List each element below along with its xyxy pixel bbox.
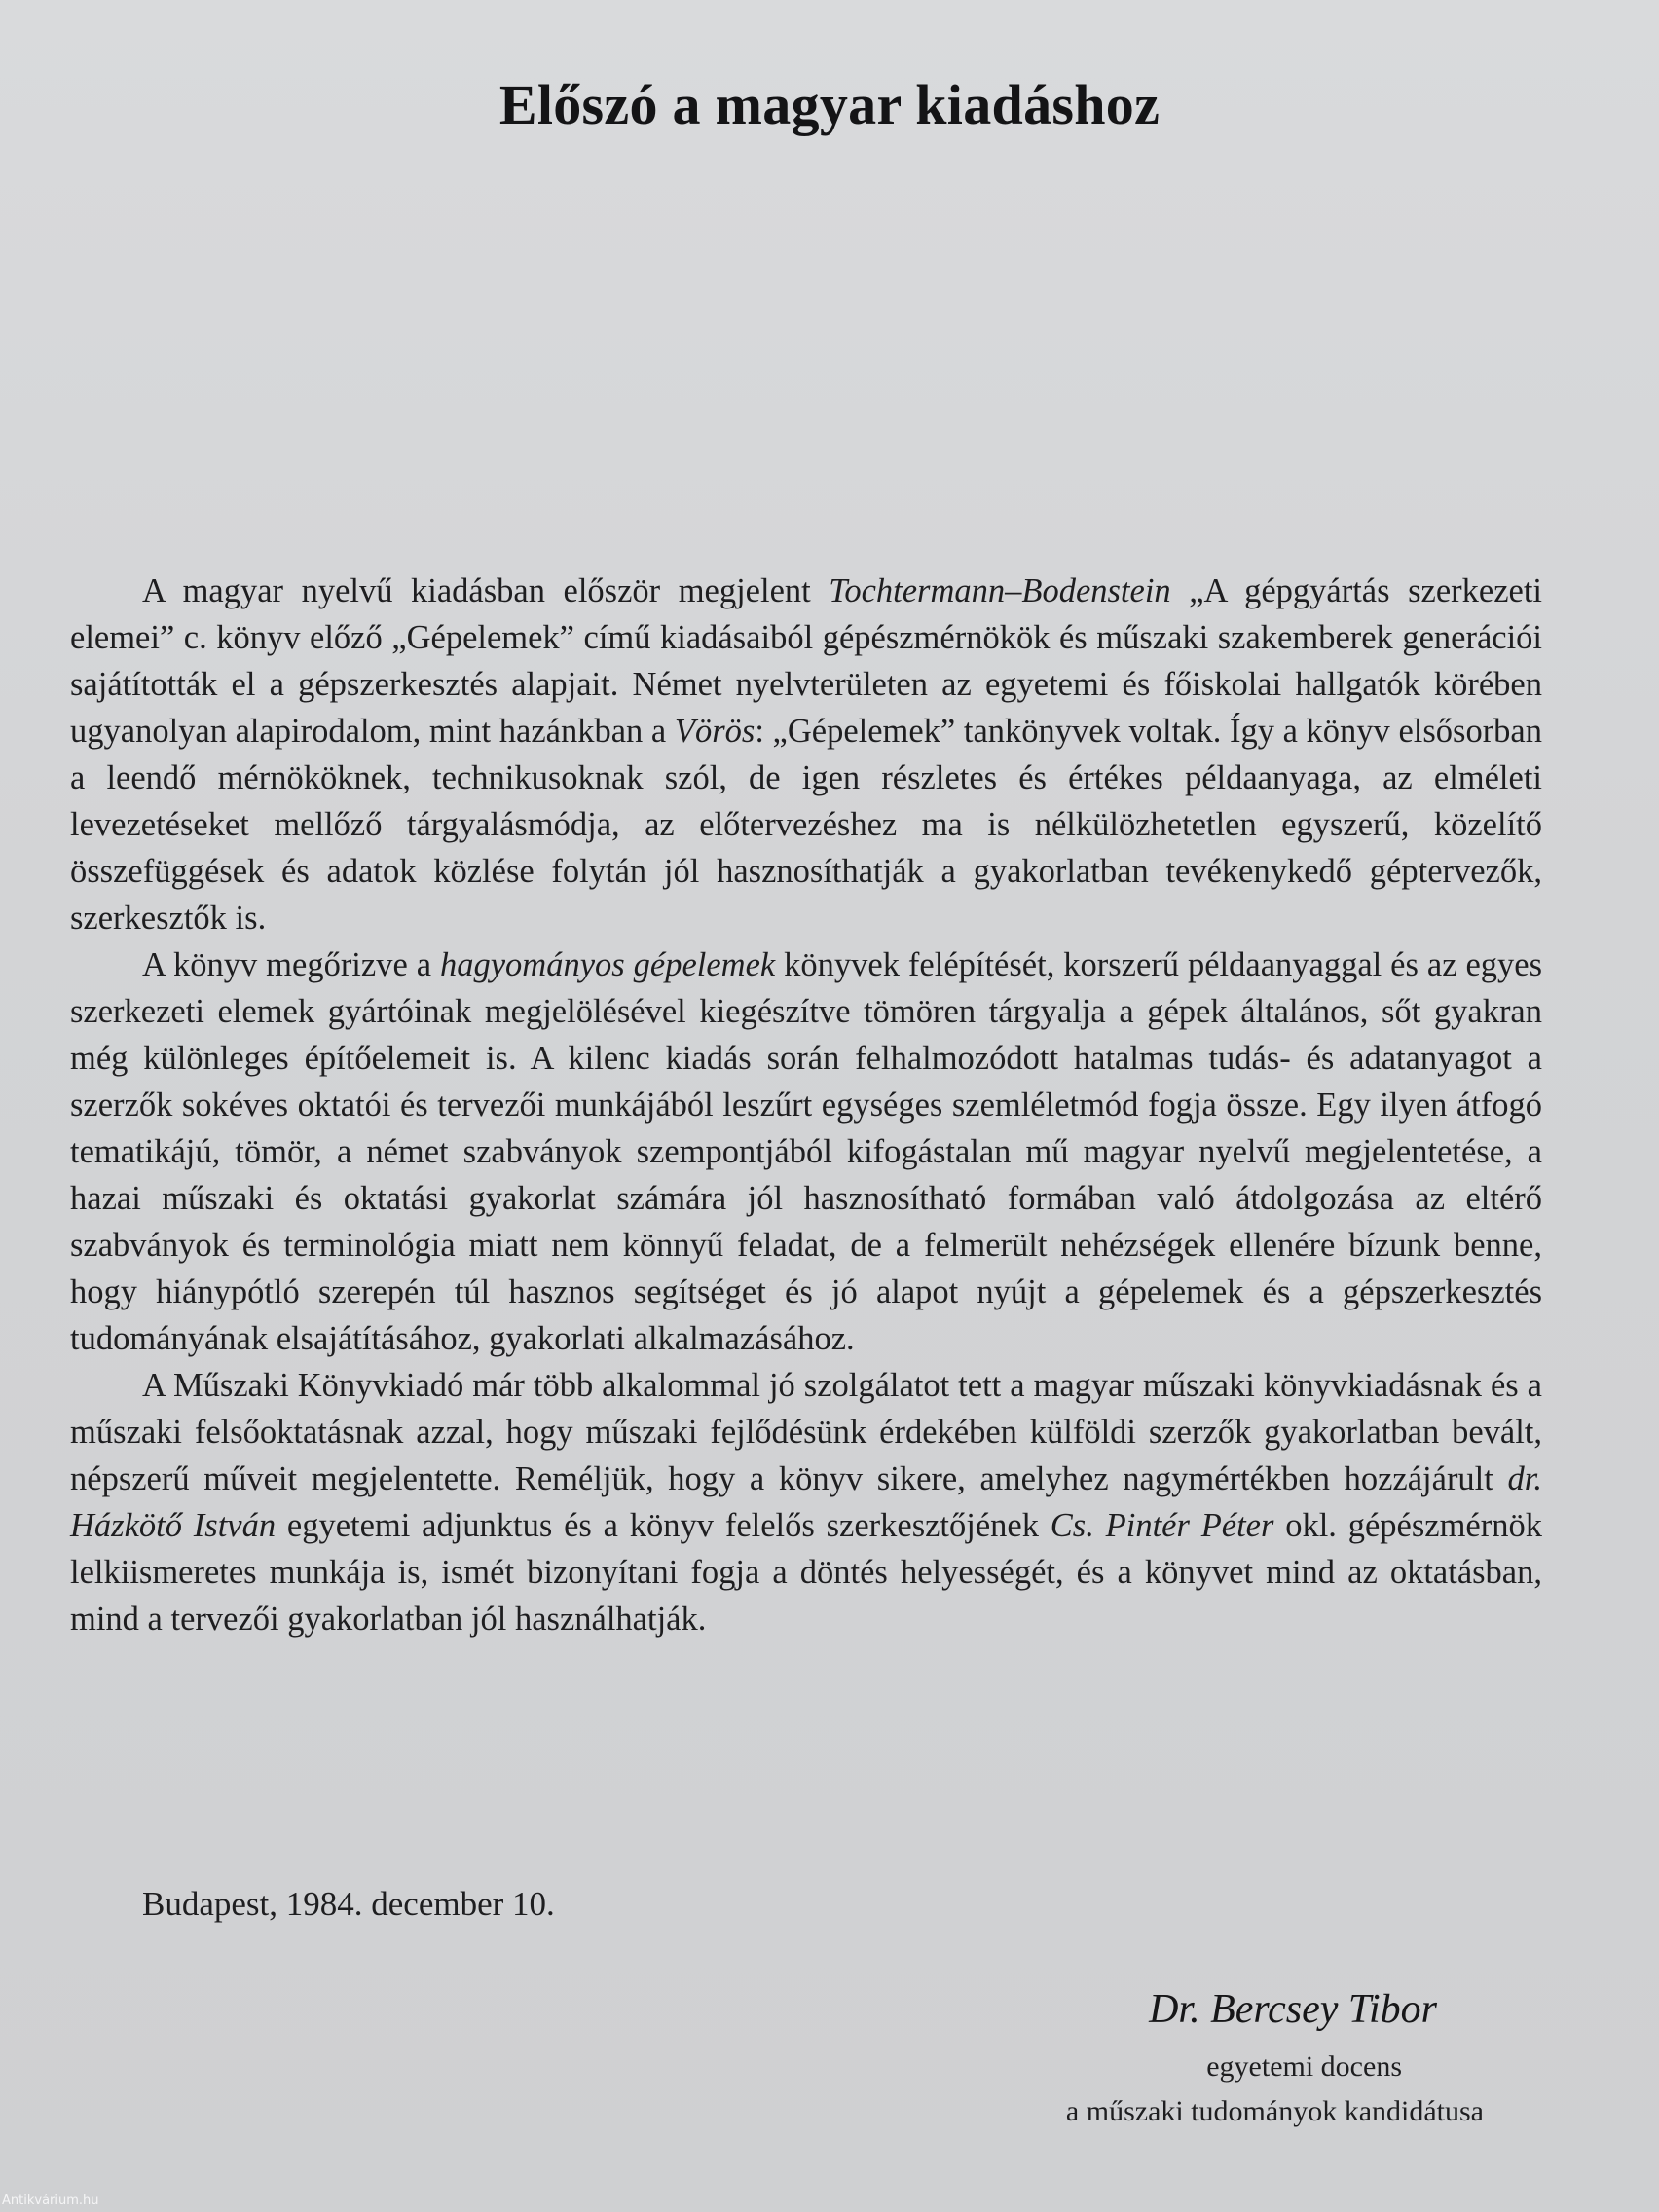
author-title: egyetemi docens (1206, 2050, 1402, 2083)
text-run: okl. gépészmérnök lelkiismeretes munkája is, ismét bizonyítani fogja a döntés helyességét, és a könyvet mind az oktatásban, mind a tervezői gyakorlatban jól használhatják. (70, 1507, 1542, 1638)
page-title: Előszó a magyar kiadáshoz (498, 73, 1161, 136)
text-run: könyvek felépítését, korszerű példaanyaggal és az egyes szerkezeti elemek gyártóinak megjelölésével kiegészítve tömören tárgyalja a gépek általános, sőt gyakran még különleges építőelemeit is. A kilenc kiadás során felhalmozódott hatalmas tudás- és adatanyagot a szerzők sokéves oktatói és tervezői munkájából leszűrt egységes szemléletmód fogja össze. Egy ilyen átfogó tematikájú, tömör, a német szabványok szempontjából kifogástalan mű magyar nyelvű megjelentetése, a hazai műszaki és oktatási gyakorlat számára jól hasznosítható formában való átdolgozása az eltérő szabványok és terminológia miatt nem könnyű feladat, de a felmerült nehézségek ellenére bízunk benne, hogy hiánypótló szerepén túl hasznos segítséget és jó alapot nyújt a gépelemek és a gépszerkesztés tudományának elsajátításához, gyakorlati alkalmazásához. (70, 946, 1543, 1357)
paragraph (70, 568, 1542, 941)
text-run: : „Gépelemek” tankönyvek voltak. Így a könyv elsősorban a leendő mérnököknek, technikusoknak szól, de igen részletes és értékes példaanyaga, az elméleti levezetéseket mellőző tárgyalásmódja, az előtervezéshez ma is nélkülözhetetlen egyszerű, közelítő összefüggések és adatok közlése folytán jól hasznosíthatják a gyakorlatban tevékenykedő géptervezők, szerkesztők is. (70, 713, 1542, 937)
author-name: Dr. Bercsey Tibor (1149, 1987, 1437, 2032)
text-run: A könyv megőrizve a (142, 946, 440, 983)
italic-run: Vörös (674, 713, 756, 750)
foreword-body (70, 568, 1542, 1642)
dateline: Budapest, 1984. december 10. (142, 1885, 555, 1923)
text-run: A Műszaki Könyvkiadó már több alkalommal jó szolgálatot tett a magyar műszaki könyvkiadásnak és a műszaki felsőoktatásnak azzal, hogy műszaki fejlődésünk érdekében külföldi szerzők gyakorlatban bevált, népszerű műveit megjelentette. Reméljük, hogy a könyv sikere, amelyhez nagymértékben hozzájárult (70, 1367, 1542, 1497)
italic-run: hagyományos gépelemek (439, 946, 776, 983)
italic-run: Tochtermann–Bodenstein (829, 572, 1171, 609)
italic-run: Cs. Pintér Péter (1050, 1507, 1274, 1544)
paragraph (70, 1362, 1542, 1642)
text-run: A magyar nyelvű kiadásban először megjelent (142, 572, 830, 609)
signature-block (1066, 1986, 1484, 2134)
paragraph (70, 941, 1542, 1362)
italic-run: dr. Házkötő István (70, 1460, 1542, 1544)
watermark: Antikvárium.hu (2, 2194, 99, 2208)
text-run: „A gépgyártás szerkezeti elemei” c. könyv előző „Gépelemek” című kiadásaiból gépészmérnökök és műszaki szakemberek generációi sajátították el a gépszerkesztés alapjait. Német nyelvterületen az egyetemi és főiskolai hallgatók körében ugyanolyan alapirodalom, mint hazánkban a (70, 572, 1542, 750)
text-run: egyetemi adjunktus és a könyv felelős szerkesztőjének (276, 1507, 1051, 1544)
author-degree: a műszaki tudományok kandidátusa (1065, 2095, 1484, 2127)
